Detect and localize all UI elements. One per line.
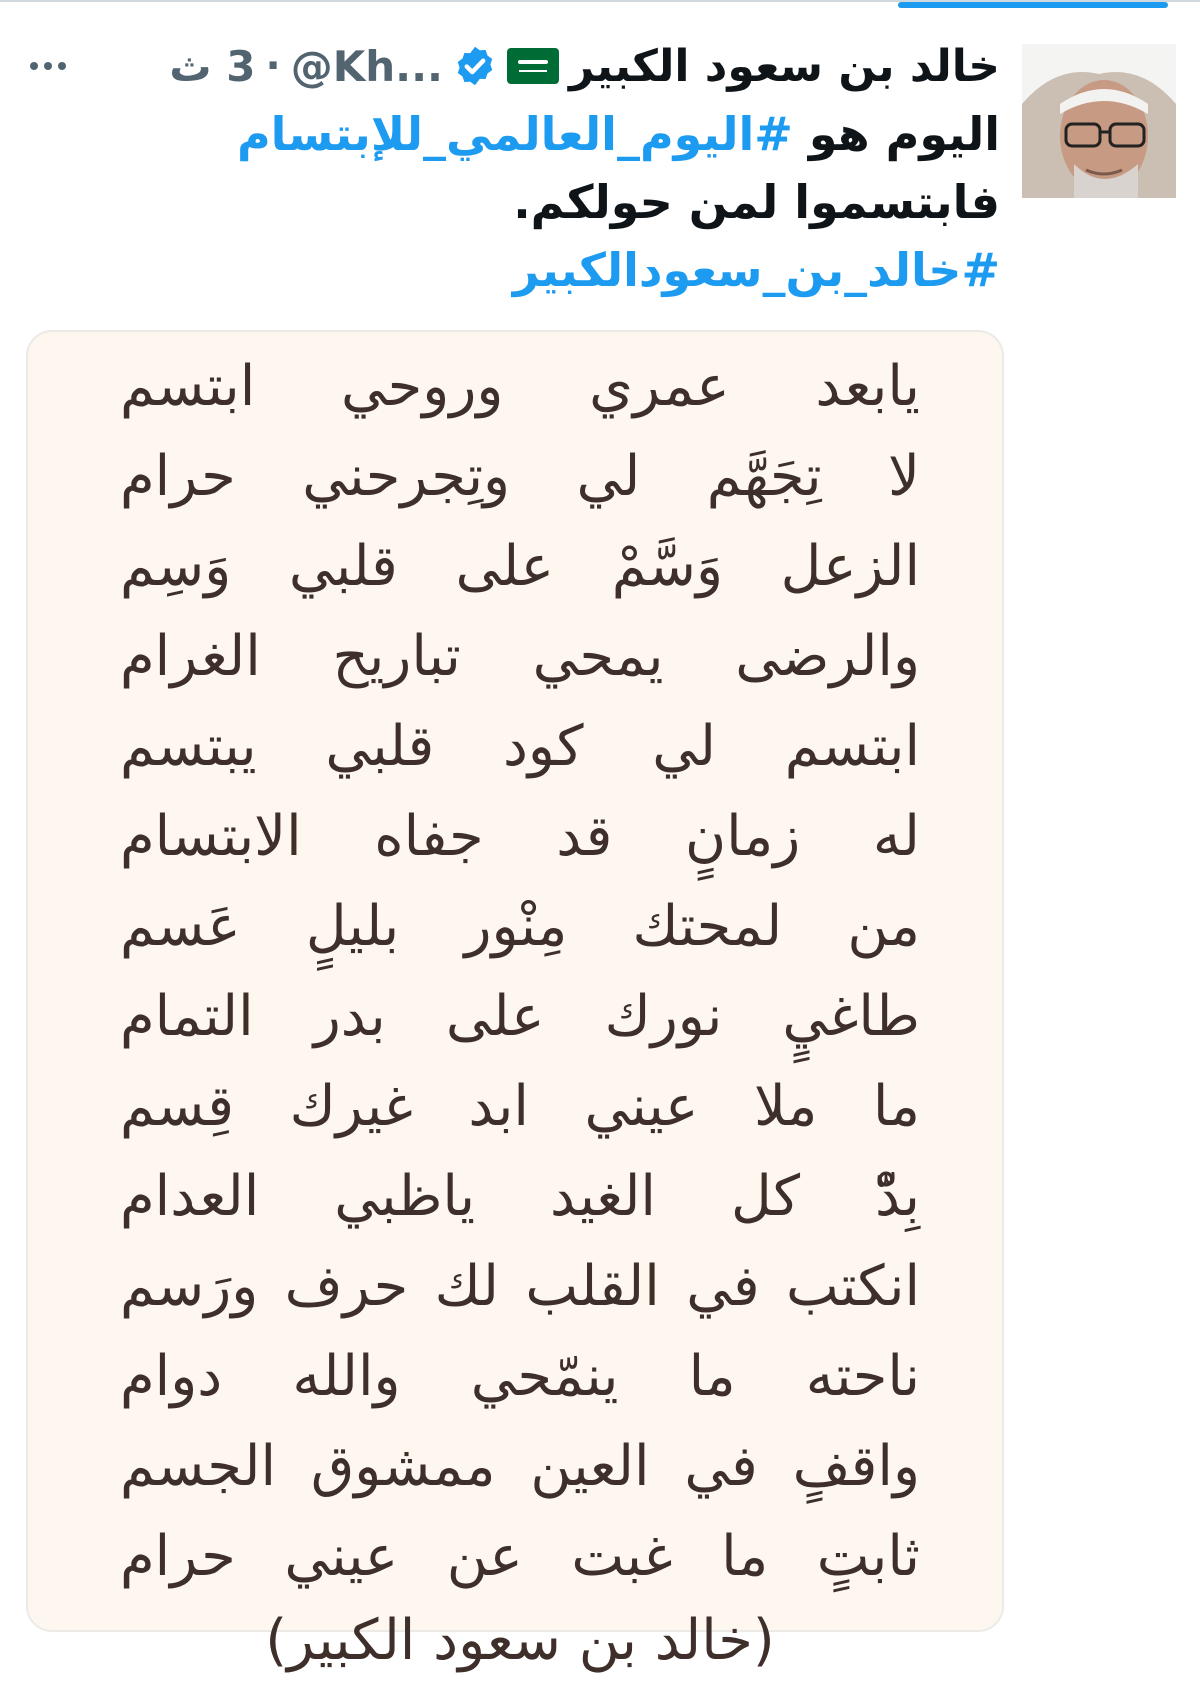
hashtag-link[interactable]: #خالد_بن_سعودالكبير [512,243,1000,297]
tweet-text-line [220,168,1000,236]
poem-verse: لا تِجَهَّم لي وتِجرحني حرام [120,444,920,509]
avatar[interactable] [1022,44,1176,198]
tweet-text-plain: اليوم هو [792,107,1000,161]
timestamp[interactable]: 3 ث [169,41,256,91]
poem-verse: انكتب في القلب لك حرف ورَسم [120,1254,920,1319]
saudi-flag-icon [507,48,559,84]
poem-signature: (خالد بن سعود الكبير) [265,1608,775,1673]
tweet-header [169,38,1000,94]
poem-verse: الزعل وَسَّمْ على قلبي وَسِم [120,534,920,599]
verified-badge-icon [453,44,497,88]
avatar-photo-icon [1022,44,1176,198]
poem-verse: ناحته ما ينمّحي والله دوام [120,1344,920,1409]
tweet-text-line [220,236,1000,304]
tweet-text-plain: فابتسموا لمن حولكم. [513,175,1000,229]
separator-dot: · [265,43,281,89]
poem-verse: من لمحتك مِنْور بليلٍ عَسم [120,894,920,959]
poem-text [120,342,920,1686]
handle[interactable]: @Kh... [290,41,443,91]
tweet-text [220,100,1000,304]
poem-verse: ابتسم لي كود قلبي يبتسم [120,714,920,779]
poem-verse: له زمانٍ قد جفاه الابتسام [120,804,920,869]
poem-verse: واقفٍ في العين ممشوق الجسم [120,1434,920,1499]
tweet-media-image[interactable] [26,330,1004,1673]
tab-indicator [898,2,1168,8]
hashtag-link[interactable]: #اليوم_العالمي_للإبتسام [236,107,793,161]
display-name[interactable]: خالد بن سعود الكبير [569,40,1000,92]
poem-verse: بِدّْ كل الغيد ياظبي العدام [120,1164,920,1229]
more-horizontal-icon[interactable] [30,62,70,72]
poem-verse: طاغيٍ نورك على بدر التمام [120,984,920,1049]
poem-verse: يابعد عمري وروحي ابتسم [120,354,920,419]
poem-verse: والرضى يمحي تباريح الغرام [120,624,920,689]
poem-verse: ثابتٍ ما غبت عن عيني حرام [120,1524,920,1589]
poem-verse: ما ملا عيني ابد غيرك قِسم [120,1074,920,1139]
tweet-text-line [220,100,1000,168]
